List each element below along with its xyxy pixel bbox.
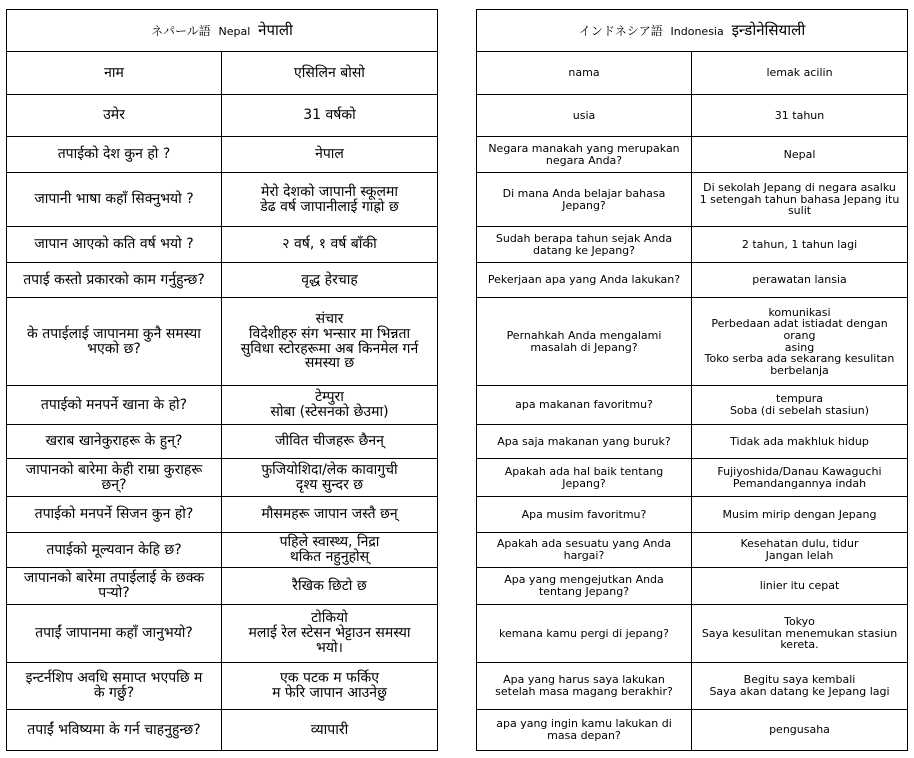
nepali-header — [7, 10, 438, 52]
answer-cell — [222, 173, 438, 227]
table-row — [7, 533, 438, 568]
question-cell — [7, 459, 222, 497]
answer-text: sulit — [787, 204, 812, 218]
answer-cell — [222, 95, 438, 137]
answer-text: Tidak ada makhluk hidup — [730, 434, 869, 448]
indonesian-header — [477, 10, 908, 52]
answer-text: टेम्पुरा — [315, 389, 344, 406]
answer-text: दृश्य सुन्दर छ — [295, 476, 364, 493]
question-cell — [7, 663, 222, 710]
answer-cell — [222, 137, 438, 173]
table-row — [7, 173, 438, 227]
answer-text: Pemandangannya indah — [732, 476, 867, 490]
answer-text: pengusaha — [769, 723, 830, 737]
table-row — [477, 173, 908, 227]
answer-text: मौसमहरू जापान जस्तै छन् — [261, 506, 398, 523]
answer-cell — [222, 227, 438, 263]
answer-text: जीवित चीजहरू छैनन् — [275, 433, 384, 450]
question-text: Negara manakah yang merupakan — [488, 141, 680, 155]
answer-cell — [222, 459, 438, 497]
table-row — [477, 568, 908, 605]
table-row — [477, 386, 908, 425]
answer-text: Di sekolah Jepang di negara asalku — [703, 181, 896, 195]
question-text: apa yang ingin kamu lakukan di — [496, 717, 672, 731]
question-cell — [477, 173, 692, 227]
table-row — [7, 52, 438, 95]
question-cell — [7, 710, 222, 751]
table-row — [7, 137, 438, 173]
question-cell — [477, 497, 692, 533]
question-text: तपाई कस्तो प्रकारको काम गर्नुहुन्छ? — [23, 271, 205, 288]
question-text: Apakah ada hal baik tentang — [504, 464, 664, 478]
answer-text: पहिले स्वास्थ्य, निद्रा — [279, 534, 380, 551]
question-text: setelah masa magang berakhir? — [495, 685, 673, 698]
question-text: Apa yang mengejutkan Anda — [504, 573, 664, 587]
nepali-table — [6, 9, 438, 751]
answer-text: टोकियो — [311, 610, 348, 627]
question-cell — [7, 568, 222, 605]
header-native: नेपाली — [258, 20, 293, 39]
table-row — [477, 459, 908, 497]
question-text: apa makanan favoritmu? — [515, 398, 653, 412]
question-text: masalah di Jepang? — [530, 340, 638, 354]
answer-text: Soba (di sebelah stasiun) — [729, 404, 870, 417]
header-latin: Indonesia — [670, 24, 724, 38]
question-cell — [477, 227, 692, 263]
question-text: Jepang? — [562, 476, 606, 490]
question-cell — [7, 497, 222, 533]
question-text: kemana kamu pergi di jepang? — [498, 626, 669, 640]
answer-text: linier itu cepat — [759, 579, 840, 593]
table-row — [477, 425, 908, 459]
answer-text: Nepal — [783, 147, 816, 161]
nepali-header-row — [7, 10, 438, 52]
question-text: जापान आएको कति वर्ष भयो ? — [34, 236, 194, 253]
question-text: के गर्छु? — [93, 685, 135, 701]
header-native: इन्डोनेसियाली — [731, 20, 806, 39]
answer-cell — [692, 95, 908, 137]
table-row — [477, 95, 908, 137]
answer-cell — [692, 173, 908, 227]
table-row — [7, 386, 438, 425]
table-row — [477, 497, 908, 533]
answer-text: संचार — [315, 311, 344, 328]
question-text: Apa musim favoritmu? — [521, 507, 647, 521]
answer-text: perawatan lansia — [752, 273, 847, 287]
question-cell — [477, 137, 692, 173]
header-japanese: インドネシア語 — [578, 23, 663, 38]
answer-text: फुजियोशिदा/लेक कावागुची — [261, 461, 398, 478]
answer-cell — [222, 710, 438, 751]
question-text: जापानको बारेमा केही राम्रा कुराहरू — [25, 461, 203, 478]
answer-text: Saya akan datang ke Jepang lagi — [709, 685, 890, 698]
table-row — [7, 663, 438, 710]
table-row — [477, 663, 908, 710]
answer-text: 2 tahun, 1 tahun lagi — [741, 237, 858, 251]
answer-text: म फेरि जापान आउनेछु — [272, 685, 387, 701]
answer-cell — [692, 497, 908, 533]
answer-cell — [222, 52, 438, 95]
question-cell — [7, 298, 222, 386]
answer-text: lemak acilin — [766, 66, 833, 80]
answer-cell — [692, 137, 908, 173]
question-text: तपाईको देश कुन हो ? — [57, 146, 171, 163]
table-row — [477, 298, 908, 386]
question-text: तपाईको मनपर्ने खाना के हो? — [40, 396, 188, 413]
answer-cell — [222, 497, 438, 533]
answer-text: रैखिक छिटो छ — [292, 577, 367, 594]
table-row — [7, 605, 438, 663]
question-text: tentang Jepang? — [538, 585, 630, 598]
answer-cell — [692, 459, 908, 497]
question-text: nama — [568, 66, 600, 80]
question-text: तपाईको मनपर्ने सिजन कुन हो? — [34, 506, 194, 523]
question-text: तपाईको मूल्यवान केहि छ? — [46, 541, 182, 558]
answer-cell — [222, 425, 438, 459]
question-cell — [7, 227, 222, 263]
answer-text: asing — [784, 340, 815, 354]
indonesian-table-body — [477, 10, 908, 751]
question-cell — [7, 425, 222, 459]
question-cell — [477, 95, 692, 137]
table-row — [477, 263, 908, 298]
table-row — [7, 227, 438, 263]
answer-text: Tokyo — [784, 615, 815, 629]
indonesian-header-row — [477, 10, 908, 52]
table-row — [7, 497, 438, 533]
answer-cell — [222, 663, 438, 710]
answer-text: Fujiyoshida/Danau Kawaguchi — [717, 464, 882, 478]
question-text: Apa saja makanan yang buruk? — [497, 434, 671, 448]
answer-text: मलाई रेल स्टेसन भेट्टाउन समस्या — [248, 625, 411, 642]
header-japanese: ネパール語 — [151, 23, 211, 38]
table-row — [477, 605, 908, 663]
answer-cell — [692, 425, 908, 459]
answer-text: वृद्ध हेरचाह — [301, 271, 358, 288]
indonesian-table — [476, 9, 908, 751]
table-row — [7, 710, 438, 751]
question-text: negara Anda? — [545, 153, 623, 167]
answer-text: tempura — [776, 392, 824, 406]
answer-text: 1 setengah tahun bahasa Jepang itu — [699, 192, 900, 206]
table-row — [7, 263, 438, 298]
question-text: छन्? — [101, 476, 127, 493]
answer-cell — [692, 663, 908, 710]
answer-cell — [692, 533, 908, 568]
answer-text: थकित नहुनुहोस् — [289, 549, 370, 565]
answer-cell — [692, 710, 908, 751]
question-cell — [477, 52, 692, 95]
question-cell — [7, 52, 222, 95]
answer-cell — [692, 605, 908, 663]
question-cell — [7, 137, 222, 173]
table-row — [477, 710, 908, 751]
question-cell — [477, 568, 692, 605]
question-text: usia — [572, 108, 596, 122]
question-cell — [477, 425, 692, 459]
answer-text: Toko serba ada sekarang kesulitan — [704, 352, 895, 366]
answer-text: Saya kesulitan menemukan stasiun — [701, 626, 898, 640]
question-cell — [7, 263, 222, 298]
table-row — [7, 459, 438, 497]
question-text: datang ke Jepang? — [533, 243, 635, 257]
answer-text: डेढ वर्ष जापानीलाई गाह्रो छ — [260, 198, 399, 215]
answer-text: विदेशीहरु संग भन्सार मा भिन्नता — [248, 325, 411, 342]
answer-text: Jangan lelah — [765, 549, 834, 562]
answer-cell — [692, 227, 908, 263]
question-text: Sudah berapa tahun sejak Anda — [495, 231, 673, 245]
answer-text: सुविधा स्टोरहरूमा अब किनमेल गर्न — [240, 340, 419, 357]
question-cell — [477, 663, 692, 710]
answer-cell — [692, 386, 908, 425]
table-row — [7, 425, 438, 459]
question-text: तपाईं भविष्यमा के गर्न चाहनुहुन्छ? — [27, 721, 201, 738]
question-text: Pekerjaan apa yang Anda lakukan? — [487, 273, 681, 287]
question-text: जापानको बारेमा तपाईलाई के छक्क — [23, 570, 205, 587]
question-text: Apa yang harus saya lakukan — [503, 673, 665, 687]
answer-text: Musim mirip dengan Jepang — [722, 507, 877, 521]
table-row — [7, 568, 438, 605]
question-cell — [7, 173, 222, 227]
answer-cell — [222, 568, 438, 605]
answer-cell — [222, 298, 438, 386]
table-row — [477, 137, 908, 173]
answer-cell — [692, 568, 908, 605]
table-row — [477, 52, 908, 95]
answer-text: सोबा (स्टेसनको छेउमा) — [270, 404, 389, 420]
question-cell — [477, 710, 692, 751]
answer-cell — [222, 605, 438, 663]
question-cell — [477, 298, 692, 386]
nepali-table-body — [7, 10, 438, 751]
answer-text: नेपाल — [315, 146, 344, 163]
table-row — [7, 298, 438, 386]
answer-cell — [692, 52, 908, 95]
question-text: नाम — [104, 64, 124, 81]
question-text: masa depan? — [547, 729, 621, 742]
answer-text: 31 tahun — [774, 108, 825, 122]
question-text: तपाईं जापानमा कहाँ जानुभयो? — [35, 625, 193, 642]
question-text: उमेर — [103, 107, 125, 124]
answer-text: komunikasi — [768, 305, 831, 319]
answer-text: berbelanja — [770, 363, 829, 377]
question-cell — [477, 459, 692, 497]
table-row — [477, 533, 908, 568]
table-row — [477, 227, 908, 263]
answer-cell — [222, 263, 438, 298]
answer-text: 31 वर्षको — [303, 107, 356, 124]
question-text: Jepang? — [562, 198, 606, 212]
question-cell — [7, 386, 222, 425]
answer-cell — [692, 298, 908, 386]
answer-text: समस्या छ — [304, 355, 355, 372]
question-text: जापानी भाषा कहाँ सिक्नुभयो ? — [34, 191, 194, 208]
question-text: Di mana Anda belajar bahasa — [502, 186, 666, 200]
answer-text: एक पटक म फर्किए — [280, 670, 379, 687]
answer-text: Perbedaan adat istiadat dengan orang — [711, 317, 888, 342]
answer-cell — [222, 386, 438, 425]
question-text: के तपाईलाई जापानमा कुनै समस्या — [27, 325, 201, 342]
answer-text: Kesehatan dulu, tidur — [740, 537, 859, 551]
answer-text: मेरो देशको जापानी स्कूलमा — [260, 183, 399, 200]
question-cell — [7, 605, 222, 663]
answer-cell — [222, 533, 438, 568]
question-text: पर्‍यो? — [98, 585, 130, 601]
answer-text: एसिलिन बोसो — [294, 64, 365, 81]
question-text: इन्टर्नशिप अवधि समाप्त भएपछि म — [25, 670, 203, 687]
question-text: Apakah ada sesuatu yang Anda — [496, 537, 672, 551]
answer-text: kereta. — [780, 638, 819, 652]
answer-text: भयो। — [316, 639, 343, 656]
answer-text: Begitu saya kembali — [743, 673, 856, 687]
answer-cell — [692, 263, 908, 298]
question-text: hargai? — [563, 549, 605, 562]
question-text: खराब खानेकुराहरू के हुन्? — [45, 433, 183, 450]
question-cell — [7, 95, 222, 137]
question-text: भएको छ? — [87, 340, 141, 357]
answer-text: व्यापारी — [310, 721, 349, 738]
question-cell — [477, 605, 692, 663]
question-cell — [477, 386, 692, 425]
question-cell — [7, 533, 222, 568]
question-cell — [477, 263, 692, 298]
header-latin: Nepal — [218, 24, 251, 38]
table-row — [7, 95, 438, 137]
answer-text: २ वर्ष, १ वर्ष बाँकी — [282, 236, 377, 253]
question-text: Pernahkah Anda mengalami — [506, 328, 662, 342]
question-cell — [477, 533, 692, 568]
